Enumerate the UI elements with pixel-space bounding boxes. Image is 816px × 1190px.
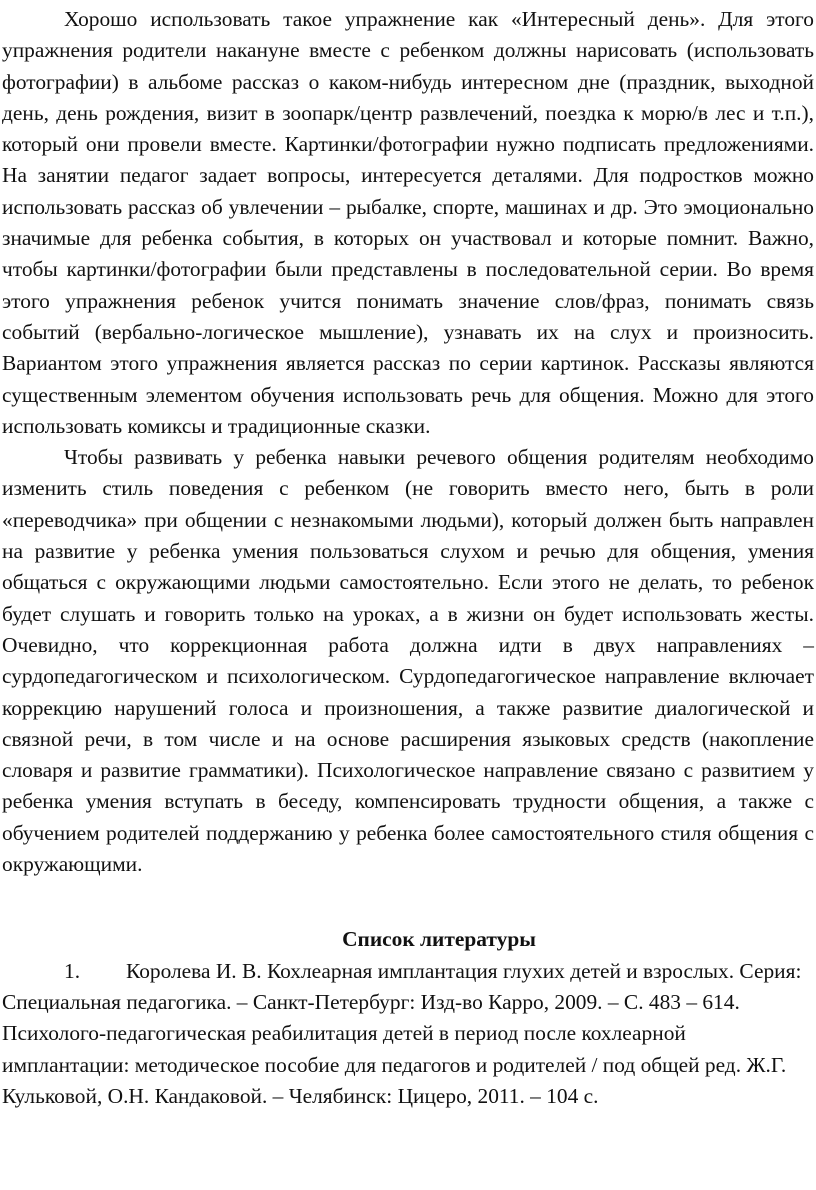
paragraph-interesting-day: Хорошо использовать такое упражнение как «Интересный день». Для этого упражнения родители накануне вместе с ребенком должны нарисовать (использовать фотографии) в альбоме рассказ о каком-нибудь интересном дне (праздник, выходной день, день рождения, визит в зоопарк/центр развлечений, поездка к морю/в лес и т.п.), который они провели вместе. Картинки/фотографии нужно подписать предложениями. На занятии педагог задает вопросы, интересуется деталями. Для подростков можно использовать рассказ об увлечении – рыбалке, спорте, машинах и др. Это эмоционально значимые для ребенка события, в которых он участвовал и которые помнит. Важно, чтобы картинки/фотографии были представлены в последовательной серии. Во время этого упражнения ребенок учится понимать значение слов/фраз, понимать связь событий (вербально-логическое мышление), узнавать их на слух и произносить. Вариантом этого упражнения является рассказ по серии картинок. Рассказы являются существенным элементом обучения использовать речь для общения. Можно для этого использовать комиксы и традиционные сказки. xyxy=(2,7,814,438)
reference-text: Королева И. В. Кохлеарная имплантация глухих детей и взрослых. Серия: Специальная педагогика. – Санкт-Петербург: Изд-во Карро, 2009. – С. 483 – 614. xyxy=(2,958,802,1014)
references-heading: Список литературы xyxy=(342,927,536,952)
reference-item-2 xyxy=(2,1018,814,1112)
reference-number: 1. xyxy=(64,958,81,983)
reference-text: Психолого-педагогическая реабилитация детей в период после кохлеарной имплантации: методическое пособие для педагогов и родителей / под общей ред. Ж.Г. Кульковой, О.Н. Кандаковой. – Челябинск: Цицеро, 2011. – 104 с. xyxy=(2,1021,787,1108)
paragraph-speech-communication: Чтобы развивать у ребенка навыки речевого общения родителям необходимо изменить стиль поведения с ребенком (не говорить вместо него, быть в роли «переводчика» при общении с незнакомыми людьми), который должен быть направлен на развитие у ребенка умения пользоваться слухом и речью для общения, умения общаться с окружающими людьми самостоятельно. Если этого не делать, то ребенок будет слушать и говорить только на уроках, а в жизни он будет использовать жесты. Очевидно, что коррекционная работа должна идти в двух направлениях – сурдопедагогическом и психологическом. Сурдопедагогическое направление включает коррекцию нарушений голоса и произношения, а также развитие диалогической и связной речи, в том числе и на основе расширения языковых средств (накопление словаря и развитие грамматики). Психологическое направление связано с развитием у ребенка умения вступать в беседу, компенсировать трудности общения, а также с обучением родителей поддержанию у ребенка более самостоятельного стиля общения с окружающими. xyxy=(2,445,814,877)
reference-item-1 xyxy=(2,956,814,1019)
